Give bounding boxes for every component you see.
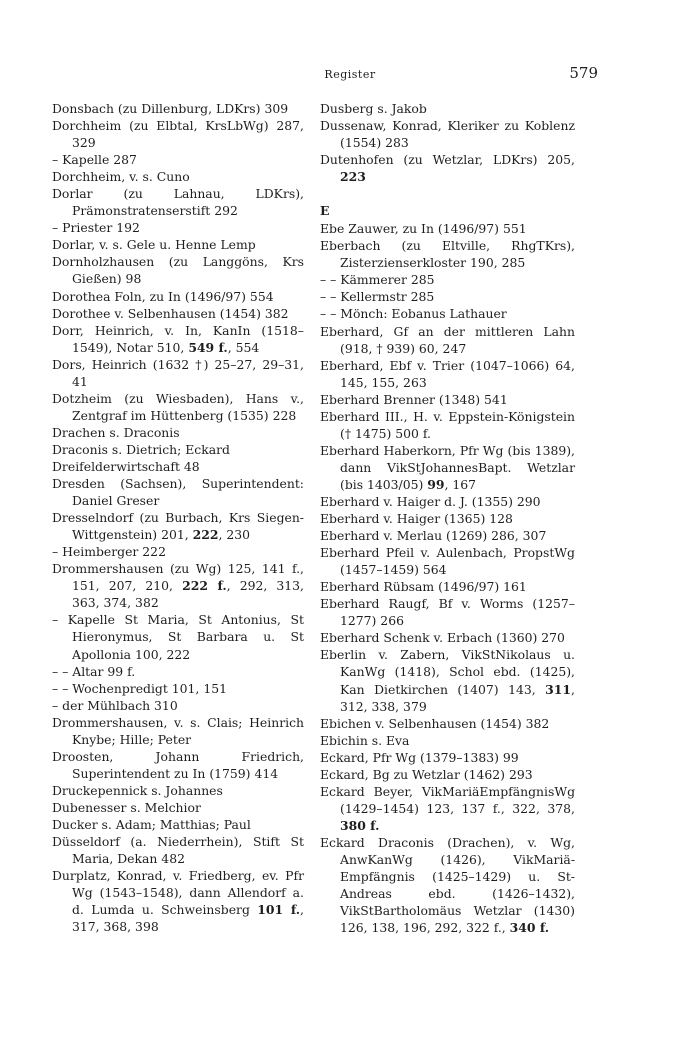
index-entry: Dresselndorf (zu Burbach, Krs Siegen-Wittgenstein) 201, 222, 230 xyxy=(52,510,304,543)
index-entry: Dorothea Foln, zu In (1496/97) 554 xyxy=(52,288,274,304)
bold-page-reference: 99 xyxy=(427,476,445,492)
index-entry: Dreifelderwirtschaft 48 xyxy=(52,458,200,474)
bold-page-reference: 549 f. xyxy=(188,339,228,355)
index-entry: Druckepennick s. Johannes xyxy=(52,782,223,798)
index-entry: Eberhard Raugf, Bf v. Worms (1257–1277) 266 xyxy=(320,596,575,629)
index-column-left xyxy=(52,100,304,935)
index-entry: Dorchheim (zu Elbtal, KrsLbWg) 287, 329 xyxy=(52,118,304,151)
index-entry: Eberhard Rübsam (1496/97) 161 xyxy=(320,579,527,595)
index-entry: Draconis s. Dietrich; Eckard xyxy=(52,441,230,457)
index-entry: Dussenaw, Konrad, Kleriker zu Koblenz (1554) 283 xyxy=(320,118,575,151)
index-entry: Eberhard Schenk v. Erbach (1360) 270 xyxy=(320,630,565,646)
index-entry: Ebichin s. Eva xyxy=(320,732,410,748)
index-entry: Eberhard Pfeil v. Aulenbach, PropstWg (1457–1459) 564 xyxy=(320,545,575,578)
page-number: 579 xyxy=(569,64,598,82)
page-header xyxy=(0,64,700,86)
index-entry: Dotzheim (zu Wiesbaden), Hans v., Zentgraf im Hüttenberg (1535) 228 xyxy=(52,390,304,423)
index-entry: – – Kellermstr 285 xyxy=(320,289,435,305)
bold-page-reference: 223 xyxy=(340,169,366,185)
index-entry: Eberhard Brenner (1348) 541 xyxy=(320,391,508,407)
index-entry: Dorr, Heinrich, v. In, KanIn (1518–1549), Notar 510, 549 f., 554 xyxy=(52,322,304,355)
index-entry: Düsseldorf (a. Niederrhein), Stift St Maria, Dekan 482 xyxy=(52,834,304,867)
bold-page-reference: 222 xyxy=(192,527,219,543)
index-entry: Eberhard III., H. v. Eppstein-Königstein († 1475) 500 f. xyxy=(320,408,575,441)
index-entry: Durplatz, Konrad, v. Friedberg, ev. Pfr Wg (1543–1548), dann Allendorf a. d. Lumda u. Schweinsberg 101 f., 317, 368, 398 xyxy=(52,868,304,935)
index-entry: Eberhard v. Haiger (1365) 128 xyxy=(320,511,513,527)
index-entry: Eberlin v. Zabern, VikStNikolaus u. KanWg (1418), Schol ebd. (1425), Kan Dietkirchen (1407) 143, 311, 312, 338, 379 xyxy=(320,647,575,714)
index-entry: Eberhard v. Merlau (1269) 286, 307 xyxy=(320,528,547,544)
index-entry: – Heimberger 222 xyxy=(52,544,166,560)
index-entry: Dresden (Sachsen), Superintendent: Daniel Greser xyxy=(52,476,304,509)
index-entry: Donsbach (zu Dillenburg, LDKrs) 309 xyxy=(52,101,289,116)
section-letter-heading: E xyxy=(320,203,330,219)
index-entry: Eberhard, Ebf v. Trier (1047–1066) 64, 145, 155, 263 xyxy=(320,357,575,390)
index-entry: Eckard Beyer, VikMariäEmpfängnisWg (1429–1454) 123, 137 f., 322, 378, 380 f. xyxy=(320,783,575,833)
index-entry: Dorlar (zu Lahnau, LDKrs), Prämonstratenserstift 292 xyxy=(52,186,304,219)
index-entry: Eberhard Haberkorn, Pfr Wg (bis 1389), dann VikStJohannesBapt. Wetzlar (bis 1403/05) 99, 167 xyxy=(320,442,575,492)
index-entry: Dors, Heinrich (1632 †) 25–27, 29–31, 41 xyxy=(52,356,304,389)
index-entry: Droosten, Johann Friedrich, Superintendent zu In (1759) 414 xyxy=(52,748,304,781)
index-column-right xyxy=(320,100,575,936)
bold-page-reference: 311 xyxy=(545,681,572,697)
index-entry: Ebichen v. Selbenhausen (1454) 382 xyxy=(320,715,550,731)
index-entry: – der Mühlbach 310 xyxy=(52,697,178,713)
index-entry: – – Mönch: Eobanus Lathauer xyxy=(320,306,507,322)
index-entry: Drachen s. Draconis xyxy=(52,424,180,440)
index-entry: Eckard Draconis (Drachen), v. Wg, AnwKanWg (1426), VikMariä-Empfängnis (1425–1429) u. St-Andreas ebd. (1426–1432), VikStBartholomäus Wetzlar (1430) 126, 138, 196, 292, 322 f., 340 f. xyxy=(320,834,575,936)
index-entry: Eberhard, Gf an der mittleren Lahn (918, † 939) 60, 247 xyxy=(320,323,575,356)
index-entry: Eberhard v. Haiger d. J. (1355) 290 xyxy=(320,493,541,509)
index-entry: Eckard, Pfr Wg (1379–1383) 99 xyxy=(320,749,519,765)
index-entry: Drommershausen (zu Wg) 125, 141 f., 151, 207, 210, 222 f., 292, 313, 363, 374, 382 xyxy=(52,561,304,611)
index-entry: Dorothee v. Selbenhausen (1454) 382 xyxy=(52,305,289,321)
index-group-d-continued xyxy=(320,100,575,185)
index-entry: – – Kämmerer 285 xyxy=(320,272,435,288)
index-entry: Dornholzhausen (zu Langgöns, Krs Gießen) 98 xyxy=(52,254,304,287)
index-group-e xyxy=(320,220,575,936)
bold-page-reference: 380 f. xyxy=(340,817,380,833)
index-entry: Dorlar, v. s. Gele u. Henne Lemp xyxy=(52,237,256,253)
index-entry: – – Wochenpredigt 101, 151 xyxy=(52,680,227,696)
index-entry: Dorchheim, v. s. Cuno xyxy=(52,169,190,185)
running-title: Register xyxy=(324,68,376,81)
bold-page-reference: 222 f. xyxy=(182,578,227,594)
index-entry: Ebe Zauwer, zu In (1496/97) 551 xyxy=(320,221,527,237)
index-entry: – Priester 192 xyxy=(52,220,140,236)
index-entry: Eberbach (zu Eltville, RhgTKrs), Zisterzienserkloster 190, 285 xyxy=(320,238,575,271)
index-entry: Dutenhofen (zu Wetzlar, LDKrs) 205, 223 xyxy=(320,152,575,185)
index-entry: Dusberg s. Jakob xyxy=(320,101,427,116)
index-entry: – Kapelle St Maria, St Antonius, St Hieronymus, St Barbara u. St Apollonia 100, 222 xyxy=(52,612,304,662)
bold-page-reference: 340 f. xyxy=(509,920,550,936)
index-entry: Eckard, Bg zu Wetzlar (1462) 293 xyxy=(320,766,533,782)
index-entry: Ducker s. Adam; Matthias; Paul xyxy=(52,816,251,832)
index-entry: – Kapelle 287 xyxy=(52,152,137,168)
bold-page-reference: 101 f. xyxy=(257,902,301,918)
index-entry: Drommershausen, v. s. Clais; Heinrich Knybe; Hille; Peter xyxy=(52,714,304,747)
index-entry: Dubenesser s. Melchior xyxy=(52,799,201,815)
index-entry: – – Altar 99 f. xyxy=(52,663,136,679)
